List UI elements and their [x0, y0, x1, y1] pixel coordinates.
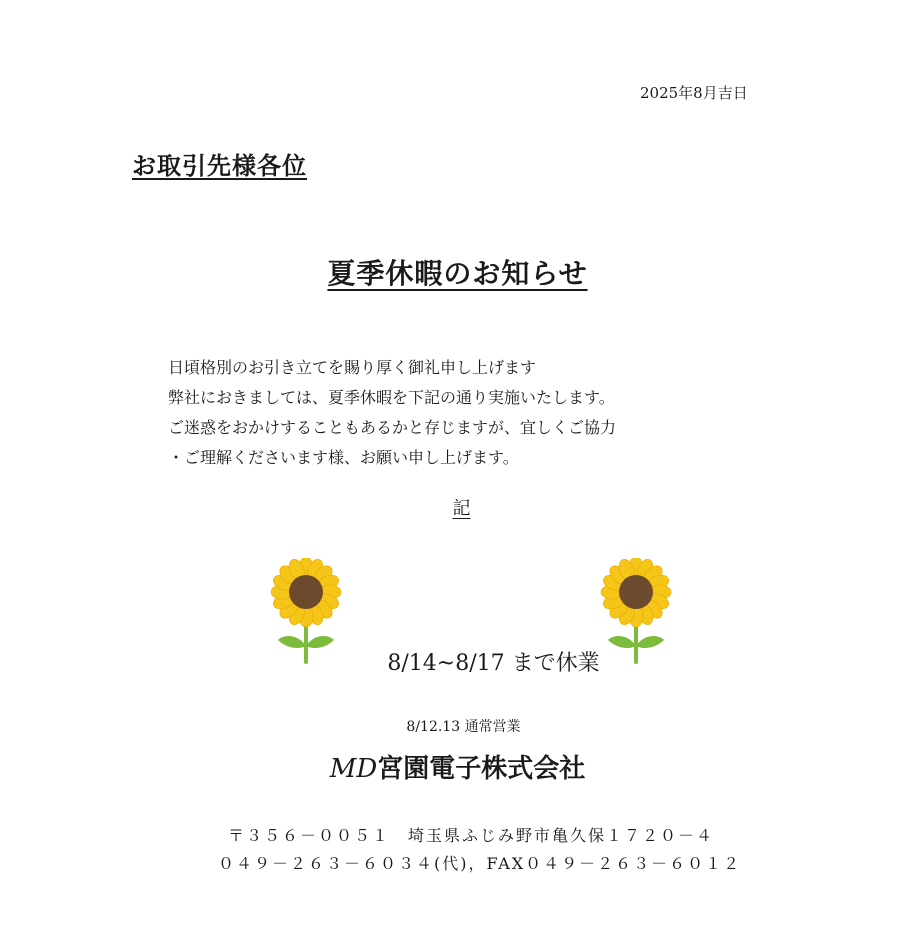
message-line: ご迷惑をおかけすることもあるかと存じますが、宜しくご協力 [168, 418, 617, 437]
message-line: 弊社におきましては、夏季休暇を下記の通り実施いたします。 [168, 388, 615, 407]
company-prefix: MD [329, 754, 378, 784]
normal-business-days: 8/12.13 通常営業 [406, 719, 521, 735]
recipient-heading: お取引先様各位 [132, 152, 307, 180]
company-phones: ０４９－２６３－６０３４(代)，FAX０４９－２６３－６０１２ [218, 854, 742, 873]
closure-period: 8/14~8/17 まで休業 [387, 651, 600, 676]
company-name [0, 748, 907, 785]
company-name-text: 宮園電子株式会社 [377, 754, 586, 784]
message-line: ・ご理解くださいます様、お願い申し上げます。 [168, 448, 519, 467]
document-title: 夏季休暇のお知らせ [327, 257, 588, 290]
document-date: 2025年8月吉日 [640, 84, 748, 102]
ki-heading: 記 [452, 498, 471, 519]
company-address: 〒３５６－００５１ 埼玉県ふじみ野市亀久保１７２０－４ [228, 826, 715, 845]
message-line: 日頃格別のお引き立てを賜り厚く御礼申し上げます [168, 358, 537, 377]
message-body [168, 353, 616, 473]
